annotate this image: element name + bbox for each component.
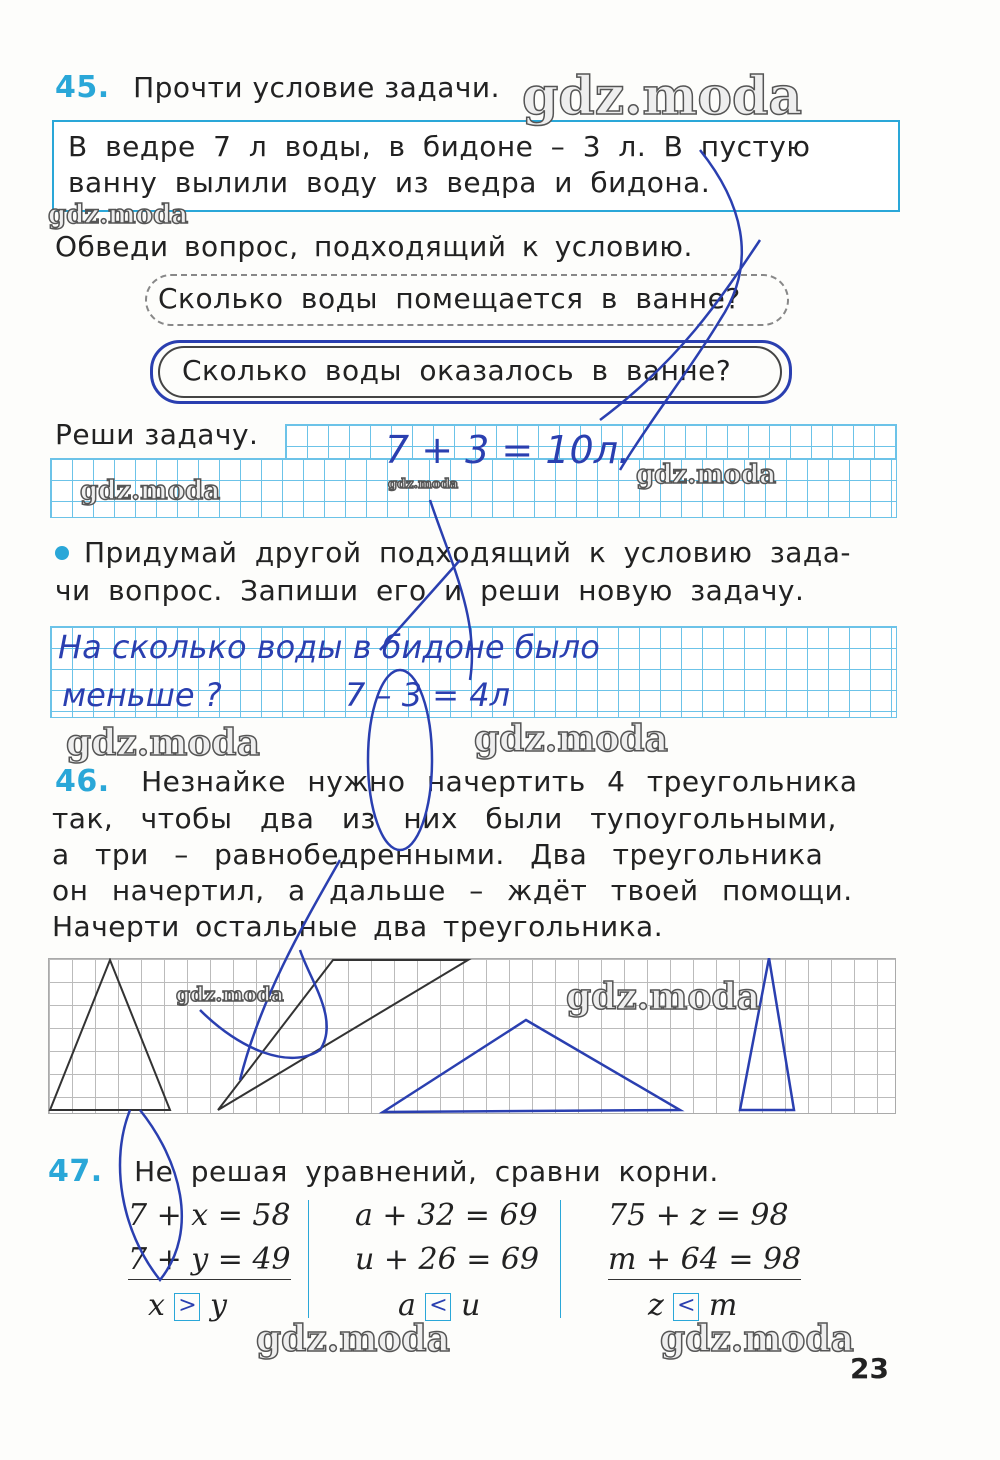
pen-stroke-4 (240, 860, 340, 1080)
task46-line-5: Начерти остальные два треугольника. (52, 910, 664, 943)
pen-stroke-group (120, 150, 760, 1280)
answer-equation: 7 – 3 = 4л (345, 676, 511, 714)
extra-line-1: Придумай другой подходящий к условию зада- (84, 536, 851, 569)
compare-1-left: x (148, 1288, 165, 1323)
task46-line-3: а три – равнобедренными. Два треугольника (52, 838, 824, 871)
compare-3-right: m (708, 1288, 738, 1323)
compare-3-left: z (648, 1288, 664, 1323)
equation-1a: 7 + x = 58 (128, 1198, 291, 1233)
compare-1-box[interactable]: > (174, 1293, 200, 1321)
solve-label: Реши задачу. (55, 418, 259, 451)
pen-stroke-circle (368, 670, 432, 850)
equation-1b: 7 + y = 49 (128, 1242, 291, 1280)
pen-stroke-6 (120, 1110, 182, 1280)
condition-line-2: ванну вылили воду из ведра и бидона. (68, 166, 711, 199)
page-number: 23 (850, 1352, 889, 1385)
task46-number: 46. (55, 764, 110, 799)
equation-2b: u + 26 = 69 (355, 1242, 540, 1277)
watermark-7: gdz.moda (474, 718, 668, 760)
compare-2-right: u (460, 1288, 481, 1323)
equation-3b: m + 64 = 98 (608, 1242, 801, 1280)
compare-2-left: a (398, 1288, 416, 1323)
task47-number: 47. (48, 1154, 103, 1189)
pen-stroke-7 (380, 560, 460, 650)
answer-handwriting-1: На сколько воды в бидоне было (58, 628, 600, 666)
watermark-5: gdz.moda (636, 460, 777, 490)
watermark-11: gdz.moda (660, 1318, 854, 1360)
watermark-4: gdz.moda (388, 477, 459, 492)
compare-2-box[interactable]: < (425, 1293, 451, 1321)
task45-number: 45. (55, 70, 110, 105)
solution-handwriting: 7 + 3 = 10л. (385, 428, 631, 472)
compare-1-right: y (210, 1288, 227, 1323)
equation-3a: 75 + z = 98 (608, 1198, 789, 1233)
pen-stroke-1 (620, 150, 742, 470)
compare-3-box[interactable]: < (673, 1293, 699, 1321)
pen-stroke-3 (430, 500, 472, 680)
pen-stroke-2 (600, 240, 760, 420)
watermark-9: gdz.moda (566, 976, 760, 1018)
task46-line-4: он начертил, а дальше – ждёт твоей помощи. (52, 874, 853, 907)
answer-handwriting-2: меньше ? (62, 676, 222, 714)
task46-text-1: Незнайке нужно начертить 4 треугольника (141, 765, 858, 798)
watermark-2: gdz.moda (48, 200, 189, 230)
watermark-8: gdz.moda (176, 982, 284, 1006)
equation-2a: a + 32 = 69 (355, 1198, 538, 1233)
watermark-3: gdz.moda (80, 476, 221, 506)
question-1-text: Сколько воды помещается в ванне? (158, 282, 741, 315)
watermark-6: gdz.moda (66, 722, 260, 764)
extra-line-2: чи вопрос. Запиши его и реши новую задачу. (55, 574, 805, 607)
question-2-text: Сколько воды оказалось в ванне? (182, 354, 732, 387)
task45-instruction: Обведи вопрос, подходящий к условию. (55, 230, 693, 263)
task45-title: Прочти условие задачи. (133, 71, 500, 104)
task46-line-2: так, чтобы два из них были тупоугольными, (52, 802, 837, 835)
watermark-10: gdz.moda (256, 1318, 450, 1360)
condition-line-1: В ведре 7 л воды, в бидоне – 3 л. В пустую (68, 130, 811, 163)
watermark-1: gdz.moda (522, 66, 803, 127)
task47-title: Не решая уравнений, сравни корни. (134, 1155, 719, 1188)
